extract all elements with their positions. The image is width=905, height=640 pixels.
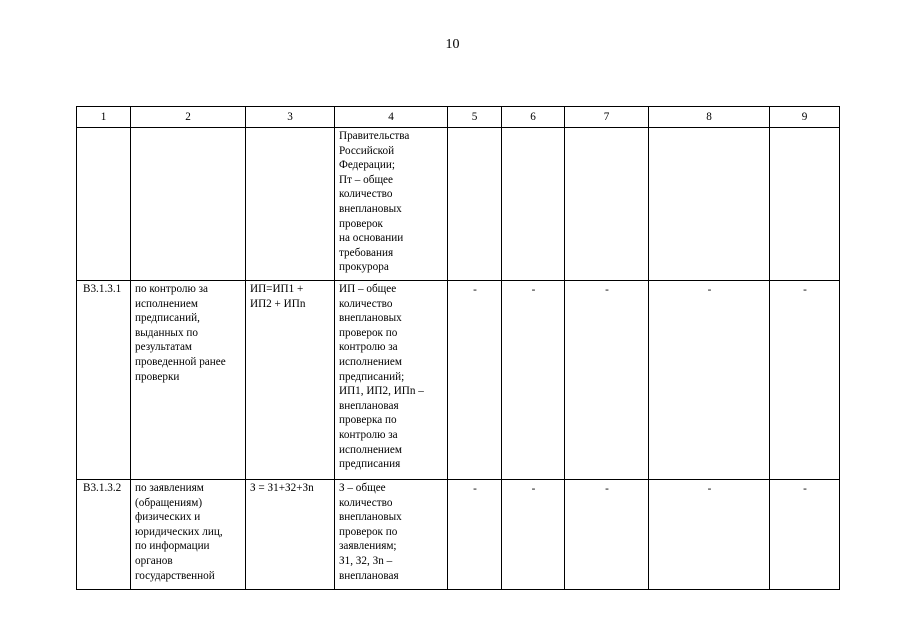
indicator-code: В3.1.3.2 — [77, 480, 131, 590]
column-header: 4 — [335, 107, 448, 128]
value-cell — [649, 128, 770, 281]
column-header: 1 — [77, 107, 131, 128]
table-row — [77, 281, 840, 480]
indicator-description: Правительства Российской Федерации; Пт – общее количество внеплановых проверок на основании требования прокурора — [335, 128, 448, 281]
indicator-name — [131, 128, 246, 281]
column-header: 3 — [246, 107, 335, 128]
table-row — [77, 480, 840, 590]
page-number: 10 — [445, 37, 460, 52]
value-cell: - — [565, 480, 649, 590]
value-cell: - — [565, 281, 649, 480]
column-header: 5 — [448, 107, 502, 128]
value-cell: - — [502, 281, 565, 480]
indicator-code: В3.1.3.1 — [77, 281, 131, 480]
value-cell: - — [770, 281, 840, 480]
value-cell: - — [502, 480, 565, 590]
value-cell — [770, 128, 840, 281]
value-cell: - — [770, 480, 840, 590]
column-header: 6 — [502, 107, 565, 128]
value-cell — [448, 128, 502, 281]
indicator-description: ИП – общее количество внеплановых проверок по контролю за исполнением предписаний; ИП1, ИП2, ИПn – внеплановая проверка по контролю за исполнением предписания — [335, 281, 448, 480]
value-cell: - — [649, 281, 770, 480]
table-header-row — [77, 107, 840, 128]
indicator-name: по заявлениям (обращениям) физических и юридических лиц, по информации органов государственной — [131, 480, 246, 590]
indicator-description: З – общее количество внеплановых проверок по заявлениям; З1, З2, Зn – внеплановая — [335, 480, 448, 590]
value-cell — [502, 128, 565, 281]
indicator-formula — [246, 128, 335, 281]
indicator-formula: ИП=ИП1 + ИП2 + ИПn — [246, 281, 335, 480]
column-header: 2 — [131, 107, 246, 128]
value-cell — [565, 128, 649, 281]
value-cell: - — [448, 480, 502, 590]
value-cell: - — [649, 480, 770, 590]
table-row — [77, 128, 840, 281]
indicator-formula: З = З1+З2+Зn — [246, 480, 335, 590]
indicator-name: по контролю за исполнением предписаний, выданных по результатам проведенной ранее проверки — [131, 281, 246, 480]
column-header: 8 — [649, 107, 770, 128]
column-header: 7 — [565, 107, 649, 128]
value-cell: - — [448, 281, 502, 480]
indicator-code — [77, 128, 131, 281]
column-header: 9 — [770, 107, 840, 128]
indicators-table — [76, 106, 840, 590]
